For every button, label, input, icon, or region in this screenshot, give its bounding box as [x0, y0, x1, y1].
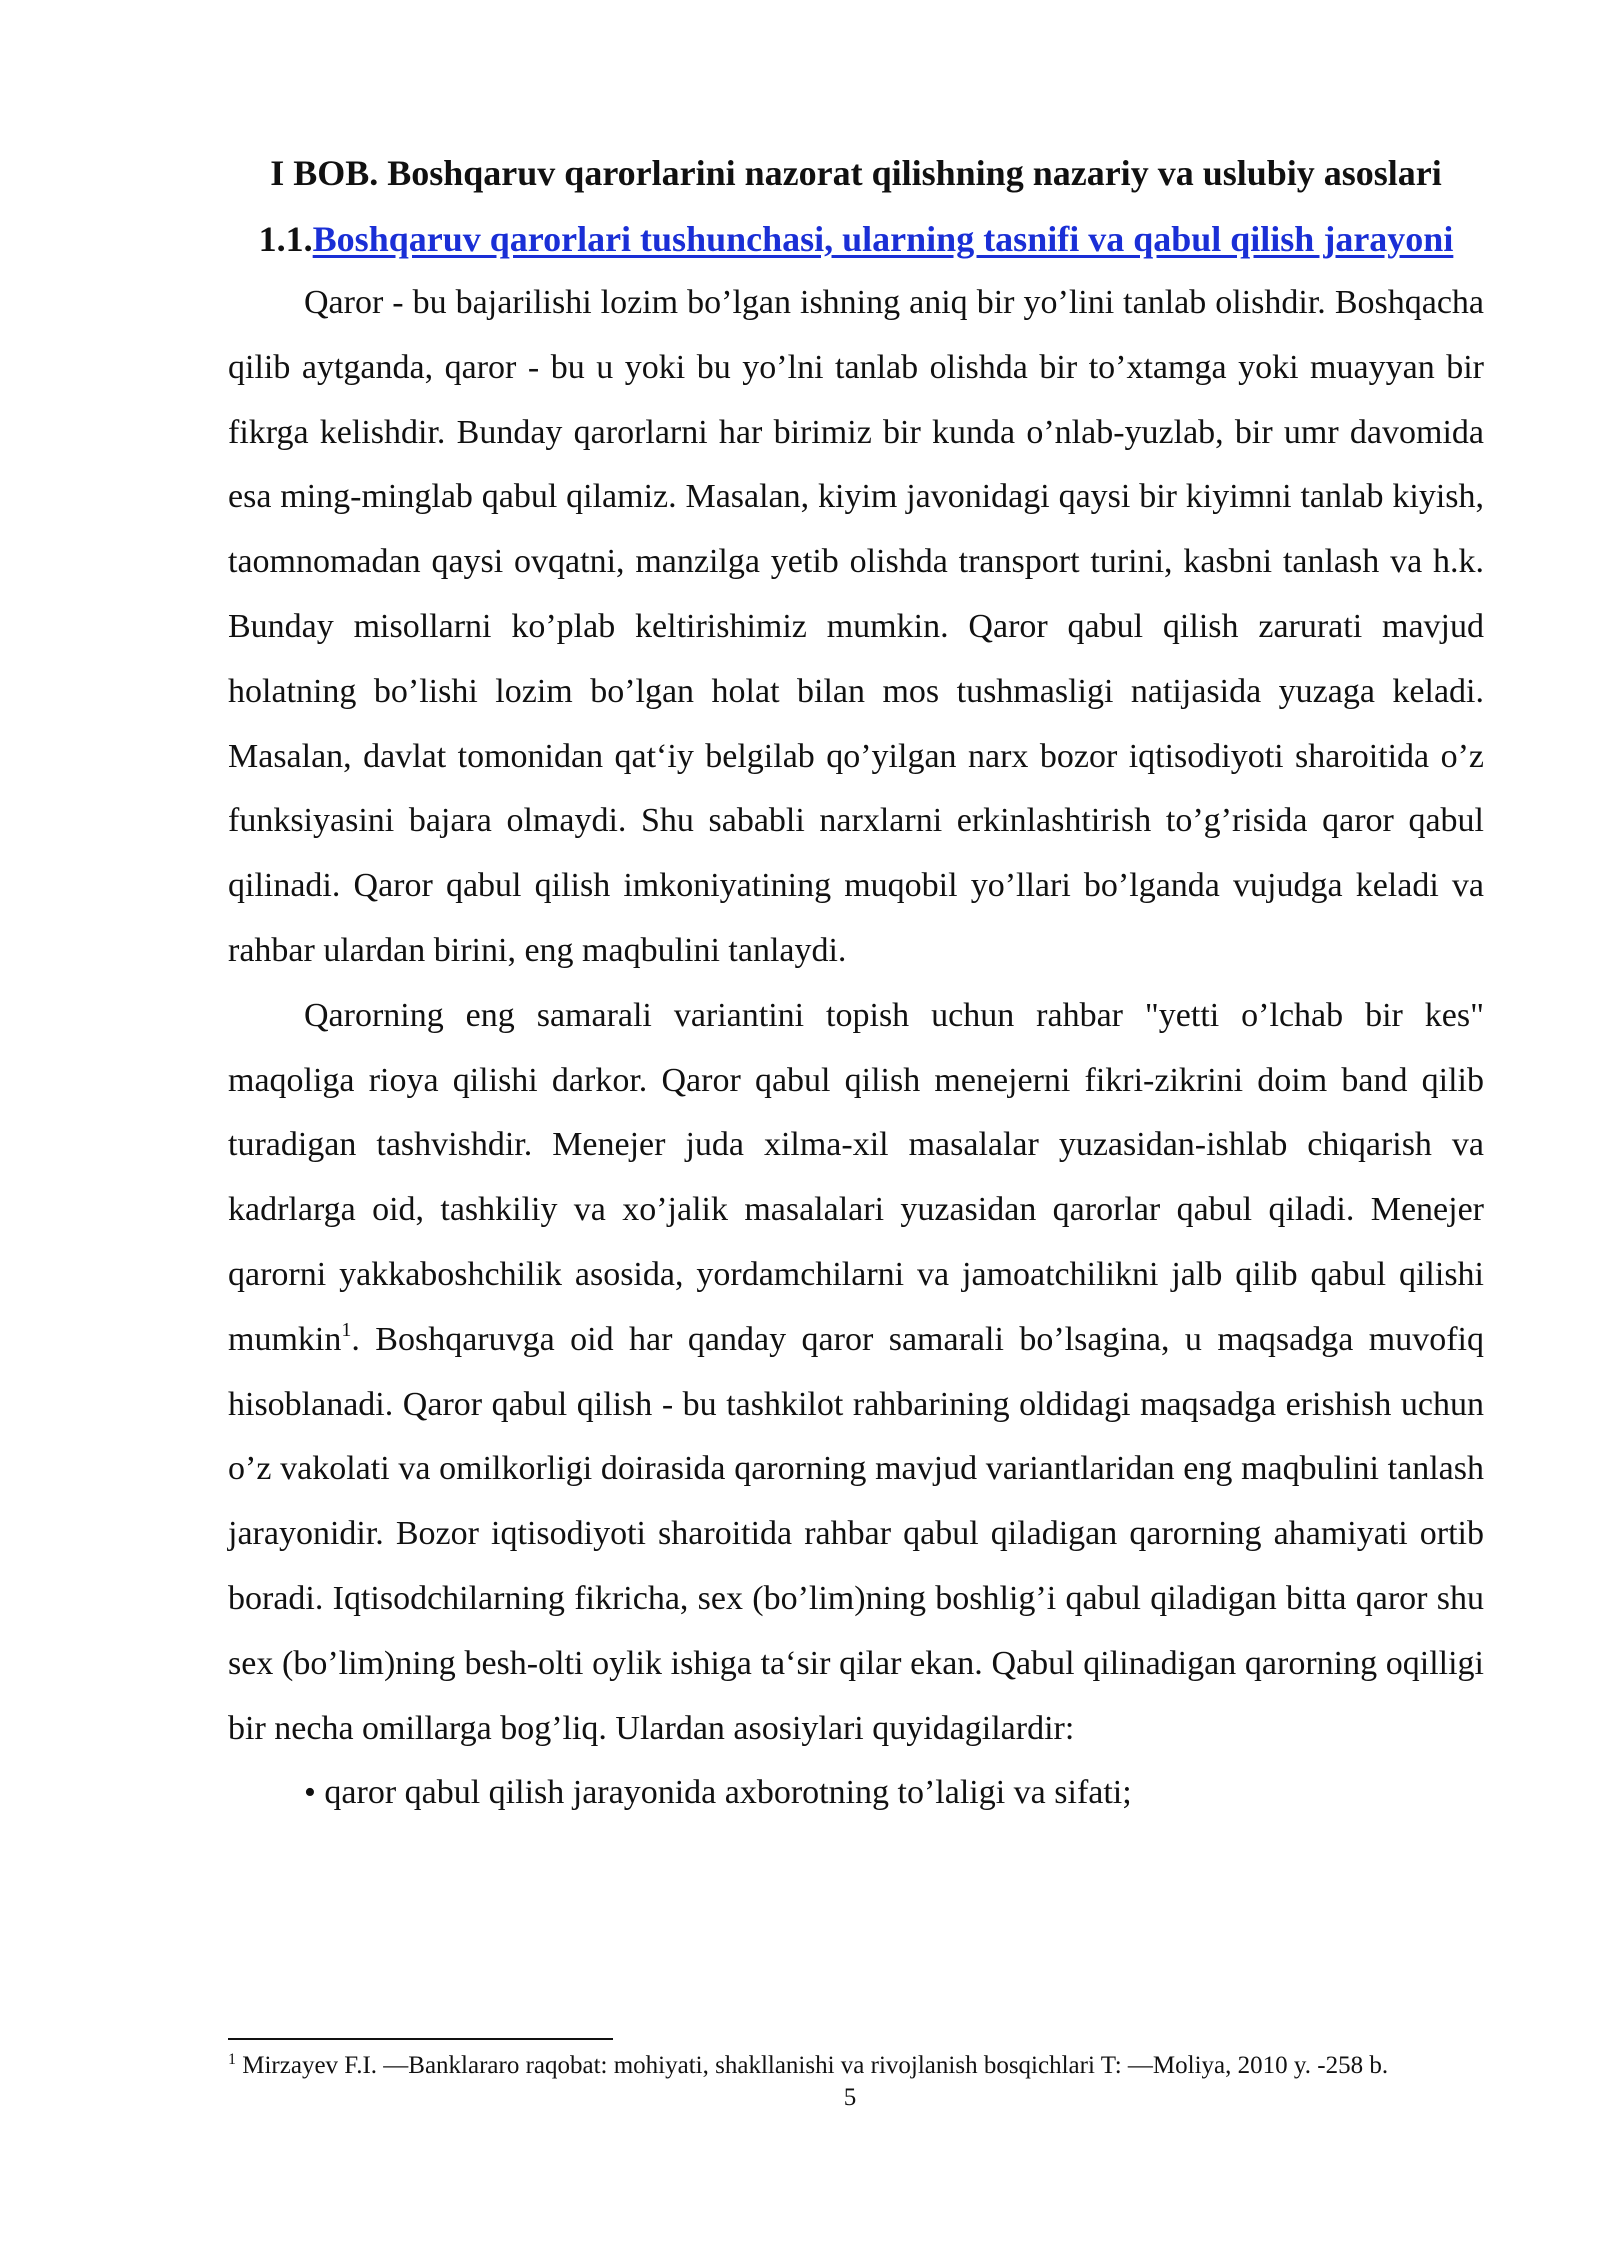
- footnote: [228, 2050, 1498, 2082]
- body-paragraph-1: Qaror - bu bajarilishi lozim bo’lgan ishning aniq bir yo’lini tanlab olishdir. Boshqacha qilib aytganda, qaror - bu u yoki bu yo’lni tanlab olishda bir to’xtamga yoki muayyan bir fikrga kelishdir. Bunday qarorlarni har birimiz bir kunda o’nlab-yuzlab, bir umr davomida esa ming-minglab qabul qilamiz. Masalan, kiyim javonidagi qaysi bir kiyimni tanlab kiyish, taomnomadan qaysi ovqatni, manzilga yetib olishda transport turini, kasbni tanlash va h.k. Bunday misollarni ko’plab keltirishimiz mumkin. Qaror qabul qilish zarurati mavjud holatning bo’lishi lozim bo’lgan holat bilan mos tushmasligi natijasida yuzaga keladi. Masalan, davlat tomonidan qat‘iy belgilab qo’yilgan narx bozor iqtisodiyoti sharoitida o’z funksiyasini bajara olmaydi. Shu sababli narxlarni erkinlashtirish to’g’risida qaror qabul qilinadi. Qaror qabul qilish imkoniyatining muqobil yo’llari bo’lganda vujudga keladi va rahbar ulardan birini, eng maqbulini tanlaydi.: [228, 284, 1484, 969]
- section-number: 1.1.: [258, 219, 313, 259]
- section-heading: [228, 207, 1484, 271]
- footnote-text: Mirzayev F.I. ―Banklararo raqobat: mohiyati, shakllanishi va rivojlanish bosqichlari T: ―Moliya, 2010 y. -258 b.: [236, 2052, 1389, 2079]
- footnote-number: 1: [228, 2051, 236, 2068]
- footnote-separator: [228, 2038, 613, 2040]
- chapter-title: I BOB. Boshqaruv qarorlarini nazorat qilishning nazariy va uslubiy asoslari: [270, 153, 1442, 193]
- paragraph-2-text-start: Qarorning eng samarali variantini topish uchun rahbar "yetti o’lchab bir kes" maqoliga rioya qilishi darkor. Qaror qabul qilish menejerni fikri-zikrini doim band qilib turadigan tashvishdir. Menejer juda xilma-xil masalalar yuzasidan-ishlab chiqarish va kadrlarga oid, tashkiliy va xo’jalik masalalari yuzasidan qarorlar qabul qiladi. Menejer qarorni yakkaboshchilik asosida, yordamchilarni va jamoatchilikni jalb qilib qabul qilishi mumkin: [228, 996, 1484, 1358]
- body-paragraph-2: [228, 984, 1484, 1762]
- page-content: [228, 147, 1484, 1826]
- section-title-link[interactable]: Boshqaruv qarorlari tushunchasi, ularning tasnifi va qabul qilish jarayoni: [312, 219, 1454, 259]
- footnote-reference[interactable]: 1: [341, 1318, 352, 1341]
- bullet-item-1: • qaror qabul qilish jarayonida axborotning to’laligi va sifati;: [304, 1774, 1132, 1812]
- paragraph-2-text-end: . Boshqaruvga oid har qanday qaror samarali bo’lsagina, u maqsadga muvofiq hisoblanadi. Qaror qabul qilish - bu tashkilot rahbarining oldidagi maqsadga erishish uchun o’z vakolati va omilkorligi doirasida qarorning mavjud variantlaridan eng maqbulini tanlash jarayonidir. Bozor iqtisodiyoti sharoitida rahbar qabul qiladigan qarorning ahamiyati ortib boradi. Iqtisodchilarning fikricha, sex (bo’lim)ning boshlig’i qabul qiladigan bitta qaror shu sex (bo’lim)ning besh-olti oylik ishiga ta‘sir qilar ekan. Qabul qilinadigan qarorning oqilligi bir necha omillarga bog’liq. Ulardan asosiylari quyidagilardir:: [228, 1320, 1484, 1747]
- page-number: 5: [843, 2084, 857, 2111]
